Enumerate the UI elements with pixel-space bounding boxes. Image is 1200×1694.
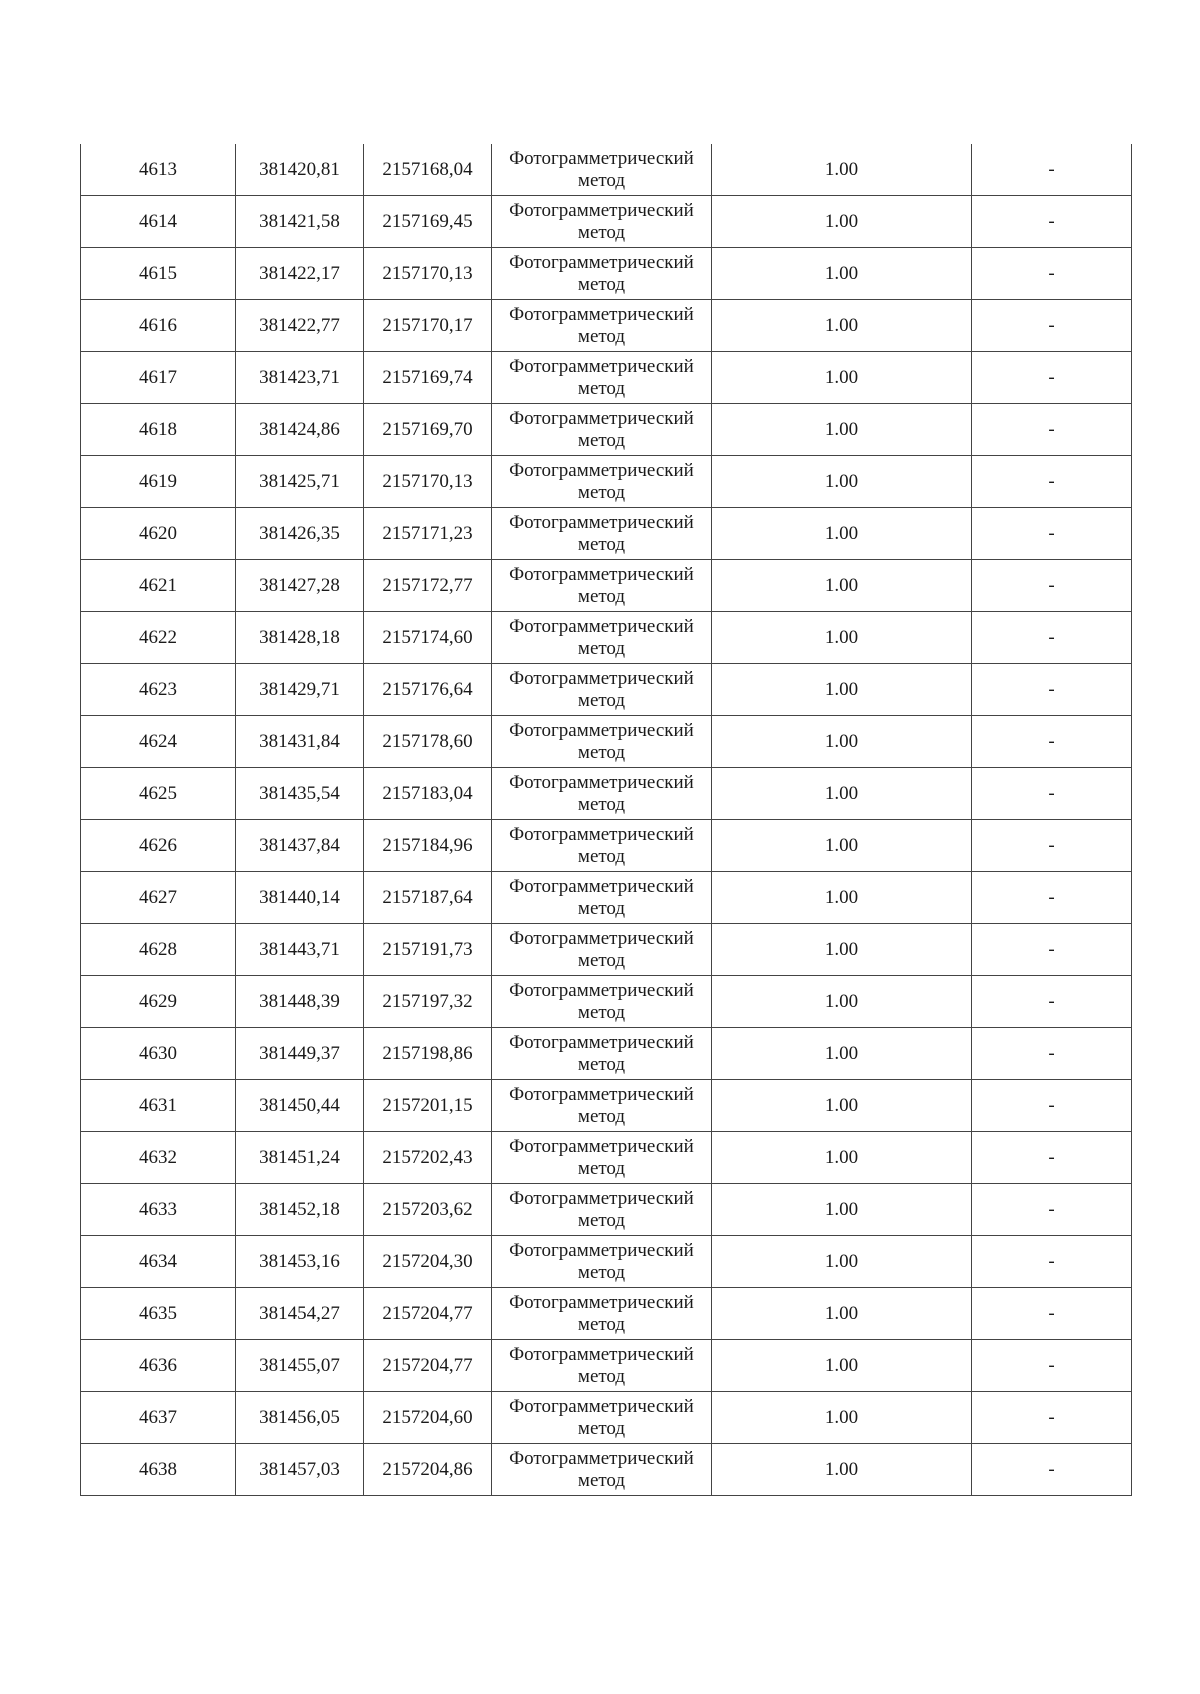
method-line-2: метод — [577, 1261, 626, 1283]
note-cell: - — [972, 820, 1132, 872]
table-row — [81, 1444, 1132, 1496]
method-cell — [492, 1340, 712, 1392]
method-cell — [492, 768, 712, 820]
point-number-cell: 4614 — [81, 196, 236, 248]
method-line-2: метод — [577, 221, 626, 243]
y-coordinate-cell: 2157169,70 — [364, 404, 492, 456]
method-cell — [492, 456, 712, 508]
x-coordinate-cell: 381426,35 — [236, 508, 364, 560]
y-coordinate-cell: 2157187,64 — [364, 872, 492, 924]
method-cell — [492, 924, 712, 976]
note-cell: - — [972, 612, 1132, 664]
accuracy-cell: 1.00 — [712, 664, 972, 716]
method-line-2: метод — [577, 1157, 626, 1179]
method-line-1: Фотограмметрический — [509, 719, 694, 741]
point-number-cell: 4631 — [81, 1080, 236, 1132]
x-coordinate-cell: 381421,58 — [236, 196, 364, 248]
note-cell: - — [972, 196, 1132, 248]
accuracy-cell: 1.00 — [712, 768, 972, 820]
table-row — [81, 144, 1132, 196]
accuracy-cell: 1.00 — [712, 144, 972, 196]
table-row — [81, 1080, 1132, 1132]
method-cell — [492, 248, 712, 300]
x-coordinate-cell: 381454,27 — [236, 1288, 364, 1340]
point-number-cell: 4619 — [81, 456, 236, 508]
method-line-2: метод — [577, 169, 626, 191]
y-coordinate-cell: 2157184,96 — [364, 820, 492, 872]
y-coordinate-cell: 2157204,77 — [364, 1340, 492, 1392]
point-number-cell: 4635 — [81, 1288, 236, 1340]
note-cell: - — [972, 456, 1132, 508]
method-cell — [492, 560, 712, 612]
x-coordinate-cell: 381420,81 — [236, 144, 364, 196]
note-cell: - — [972, 716, 1132, 768]
y-coordinate-cell: 2157176,64 — [364, 664, 492, 716]
method-cell — [492, 1288, 712, 1340]
method-line-2: метод — [577, 429, 626, 451]
table-row — [81, 1392, 1132, 1444]
accuracy-cell: 1.00 — [712, 716, 972, 768]
y-coordinate-cell: 2157204,77 — [364, 1288, 492, 1340]
x-coordinate-cell: 381422,77 — [236, 300, 364, 352]
y-coordinate-cell: 2157201,15 — [364, 1080, 492, 1132]
accuracy-cell: 1.00 — [712, 1184, 972, 1236]
table-row — [81, 716, 1132, 768]
method-line-1: Фотограмметрический — [509, 1447, 694, 1469]
point-number-cell: 4615 — [81, 248, 236, 300]
method-line-2: метод — [577, 741, 626, 763]
table-row — [81, 404, 1132, 456]
x-coordinate-cell: 381453,16 — [236, 1236, 364, 1288]
method-line-2: метод — [577, 377, 626, 399]
note-cell: - — [972, 768, 1132, 820]
accuracy-cell: 1.00 — [712, 1236, 972, 1288]
note-cell: - — [972, 976, 1132, 1028]
note-cell: - — [972, 508, 1132, 560]
method-cell — [492, 1184, 712, 1236]
method-line-1: Фотограмметрический — [509, 667, 694, 689]
point-number-cell: 4625 — [81, 768, 236, 820]
x-coordinate-cell: 381456,05 — [236, 1392, 364, 1444]
accuracy-cell: 1.00 — [712, 924, 972, 976]
method-line-2: метод — [577, 689, 626, 711]
method-line-1: Фотограмметрический — [509, 563, 694, 585]
point-number-cell: 4632 — [81, 1132, 236, 1184]
table-row — [81, 664, 1132, 716]
method-cell — [492, 404, 712, 456]
y-coordinate-cell: 2157170,17 — [364, 300, 492, 352]
coordinates-table — [80, 144, 1132, 1496]
y-coordinate-cell: 2157169,74 — [364, 352, 492, 404]
table-row — [81, 300, 1132, 352]
point-number-cell: 4627 — [81, 872, 236, 924]
x-coordinate-cell: 381424,86 — [236, 404, 364, 456]
note-cell: - — [972, 872, 1132, 924]
method-line-2: метод — [577, 585, 626, 607]
y-coordinate-cell: 2157191,73 — [364, 924, 492, 976]
accuracy-cell: 1.00 — [712, 1028, 972, 1080]
method-line-2: метод — [577, 1209, 626, 1231]
note-cell: - — [972, 404, 1132, 456]
x-coordinate-cell: 381435,54 — [236, 768, 364, 820]
method-cell — [492, 300, 712, 352]
y-coordinate-cell: 2157198,86 — [364, 1028, 492, 1080]
y-coordinate-cell: 2157203,62 — [364, 1184, 492, 1236]
y-coordinate-cell: 2157202,43 — [364, 1132, 492, 1184]
note-cell: - — [972, 924, 1132, 976]
note-cell: - — [972, 1132, 1132, 1184]
method-line-2: метод — [577, 1053, 626, 1075]
method-cell — [492, 820, 712, 872]
table-row — [81, 1184, 1132, 1236]
method-line-1: Фотограмметрический — [509, 979, 694, 1001]
point-number-cell: 4629 — [81, 976, 236, 1028]
method-line-1: Фотограмметрический — [509, 1187, 694, 1209]
y-coordinate-cell: 2157172,77 — [364, 560, 492, 612]
method-line-1: Фотограмметрический — [509, 251, 694, 273]
x-coordinate-cell: 381450,44 — [236, 1080, 364, 1132]
y-coordinate-cell: 2157204,30 — [364, 1236, 492, 1288]
x-coordinate-cell: 381451,24 — [236, 1132, 364, 1184]
note-cell: - — [972, 144, 1132, 196]
table-row — [81, 1028, 1132, 1080]
point-number-cell: 4634 — [81, 1236, 236, 1288]
point-number-cell: 4630 — [81, 1028, 236, 1080]
note-cell: - — [972, 248, 1132, 300]
method-cell — [492, 1132, 712, 1184]
accuracy-cell: 1.00 — [712, 976, 972, 1028]
y-coordinate-cell: 2157170,13 — [364, 456, 492, 508]
method-line-2: метод — [577, 1105, 626, 1127]
method-line-2: метод — [577, 793, 626, 815]
note-cell: - — [972, 560, 1132, 612]
accuracy-cell: 1.00 — [712, 300, 972, 352]
table-row — [81, 872, 1132, 924]
accuracy-cell: 1.00 — [712, 1392, 972, 1444]
y-coordinate-cell: 2157204,60 — [364, 1392, 492, 1444]
method-cell — [492, 976, 712, 1028]
x-coordinate-cell: 381427,28 — [236, 560, 364, 612]
table-row — [81, 196, 1132, 248]
accuracy-cell: 1.00 — [712, 352, 972, 404]
y-coordinate-cell: 2157171,23 — [364, 508, 492, 560]
point-number-cell: 4638 — [81, 1444, 236, 1496]
x-coordinate-cell: 381429,71 — [236, 664, 364, 716]
method-line-1: Фотограмметрический — [509, 1343, 694, 1365]
method-line-2: метод — [577, 273, 626, 295]
accuracy-cell: 1.00 — [712, 456, 972, 508]
method-line-1: Фотограмметрический — [509, 355, 694, 377]
method-line-2: метод — [577, 1313, 626, 1335]
point-number-cell: 4618 — [81, 404, 236, 456]
method-line-1: Фотограмметрический — [509, 459, 694, 481]
x-coordinate-cell: 381449,37 — [236, 1028, 364, 1080]
method-line-2: метод — [577, 1365, 626, 1387]
method-line-1: Фотограмметрический — [509, 1291, 694, 1313]
method-line-1: Фотограмметрический — [509, 1395, 694, 1417]
method-line-2: метод — [577, 325, 626, 347]
point-number-cell: 4624 — [81, 716, 236, 768]
note-cell: - — [972, 1236, 1132, 1288]
table-row — [81, 248, 1132, 300]
table-row — [81, 612, 1132, 664]
method-line-1: Фотограмметрический — [509, 303, 694, 325]
method-cell — [492, 1392, 712, 1444]
x-coordinate-cell: 381443,71 — [236, 924, 364, 976]
table-row — [81, 1288, 1132, 1340]
table-row — [81, 1132, 1132, 1184]
point-number-cell: 4621 — [81, 560, 236, 612]
point-number-cell: 4633 — [81, 1184, 236, 1236]
accuracy-cell: 1.00 — [712, 404, 972, 456]
method-cell — [492, 664, 712, 716]
note-cell: - — [972, 1028, 1132, 1080]
y-coordinate-cell: 2157197,32 — [364, 976, 492, 1028]
table-row — [81, 768, 1132, 820]
accuracy-cell: 1.00 — [712, 1444, 972, 1496]
table-row — [81, 924, 1132, 976]
method-line-1: Фотограмметрический — [509, 771, 694, 793]
x-coordinate-cell: 381440,14 — [236, 872, 364, 924]
point-number-cell: 4636 — [81, 1340, 236, 1392]
method-line-2: метод — [577, 481, 626, 503]
point-number-cell: 4613 — [81, 144, 236, 196]
method-line-1: Фотограмметрический — [509, 1135, 694, 1157]
note-cell: - — [972, 1184, 1132, 1236]
note-cell: - — [972, 1080, 1132, 1132]
method-cell — [492, 1444, 712, 1496]
y-coordinate-cell: 2157204,86 — [364, 1444, 492, 1496]
method-cell — [492, 352, 712, 404]
method-line-1: Фотограмметрический — [509, 1031, 694, 1053]
y-coordinate-cell: 2157170,13 — [364, 248, 492, 300]
x-coordinate-cell: 381428,18 — [236, 612, 364, 664]
method-line-1: Фотограмметрический — [509, 407, 694, 429]
method-line-2: метод — [577, 637, 626, 659]
note-cell: - — [972, 352, 1132, 404]
coordinates-table-body — [81, 144, 1132, 1496]
accuracy-cell: 1.00 — [712, 1132, 972, 1184]
x-coordinate-cell: 381423,71 — [236, 352, 364, 404]
method-line-2: метод — [577, 897, 626, 919]
x-coordinate-cell: 381437,84 — [236, 820, 364, 872]
table-row — [81, 456, 1132, 508]
method-cell — [492, 1080, 712, 1132]
method-cell — [492, 1236, 712, 1288]
note-cell: - — [972, 1444, 1132, 1496]
point-number-cell: 4626 — [81, 820, 236, 872]
method-cell — [492, 612, 712, 664]
point-number-cell: 4628 — [81, 924, 236, 976]
method-cell — [492, 716, 712, 768]
x-coordinate-cell: 381448,39 — [236, 976, 364, 1028]
note-cell: - — [972, 664, 1132, 716]
point-number-cell: 4637 — [81, 1392, 236, 1444]
table-row — [81, 1340, 1132, 1392]
accuracy-cell: 1.00 — [712, 508, 972, 560]
method-line-2: метод — [577, 1001, 626, 1023]
method-line-2: метод — [577, 949, 626, 971]
method-cell — [492, 1028, 712, 1080]
table-row — [81, 352, 1132, 404]
accuracy-cell: 1.00 — [712, 196, 972, 248]
accuracy-cell: 1.00 — [712, 248, 972, 300]
x-coordinate-cell: 381425,71 — [236, 456, 364, 508]
note-cell: - — [972, 1288, 1132, 1340]
method-line-1: Фотограмметрический — [509, 511, 694, 533]
x-coordinate-cell: 381422,17 — [236, 248, 364, 300]
y-coordinate-cell: 2157178,60 — [364, 716, 492, 768]
method-line-1: Фотограмметрический — [509, 875, 694, 897]
y-coordinate-cell: 2157168,04 — [364, 144, 492, 196]
method-line-2: метод — [577, 1417, 626, 1439]
method-cell — [492, 508, 712, 560]
y-coordinate-cell: 2157174,60 — [364, 612, 492, 664]
point-number-cell: 4616 — [81, 300, 236, 352]
point-number-cell: 4617 — [81, 352, 236, 404]
y-coordinate-cell: 2157183,04 — [364, 768, 492, 820]
accuracy-cell: 1.00 — [712, 872, 972, 924]
method-line-2: метод — [577, 533, 626, 555]
method-line-1: Фотограмметрический — [509, 1239, 694, 1261]
accuracy-cell: 1.00 — [712, 1288, 972, 1340]
point-number-cell: 4620 — [81, 508, 236, 560]
point-number-cell: 4623 — [81, 664, 236, 716]
accuracy-cell: 1.00 — [712, 560, 972, 612]
method-cell — [492, 872, 712, 924]
x-coordinate-cell: 381431,84 — [236, 716, 364, 768]
table-row — [81, 820, 1132, 872]
y-coordinate-cell: 2157169,45 — [364, 196, 492, 248]
x-coordinate-cell: 381452,18 — [236, 1184, 364, 1236]
method-line-2: метод — [577, 845, 626, 867]
accuracy-cell: 1.00 — [712, 1340, 972, 1392]
method-line-1: Фотограмметрический — [509, 927, 694, 949]
method-line-1: Фотограмметрический — [509, 1083, 694, 1105]
table-row — [81, 508, 1132, 560]
point-number-cell: 4622 — [81, 612, 236, 664]
method-line-1: Фотограмметрический — [509, 199, 694, 221]
x-coordinate-cell: 381457,03 — [236, 1444, 364, 1496]
accuracy-cell: 1.00 — [712, 612, 972, 664]
table-row — [81, 1236, 1132, 1288]
table-row — [81, 976, 1132, 1028]
table-row — [81, 560, 1132, 612]
accuracy-cell: 1.00 — [712, 820, 972, 872]
method-line-1: Фотограмметрический — [509, 147, 694, 169]
note-cell: - — [972, 300, 1132, 352]
accuracy-cell: 1.00 — [712, 1080, 972, 1132]
note-cell: - — [972, 1392, 1132, 1444]
method-line-1: Фотограмметрический — [509, 615, 694, 637]
method-line-2: метод — [577, 1469, 626, 1491]
note-cell: - — [972, 1340, 1132, 1392]
method-cell — [492, 196, 712, 248]
method-cell — [492, 144, 712, 196]
x-coordinate-cell: 381455,07 — [236, 1340, 364, 1392]
method-line-1: Фотограмметрический — [509, 823, 694, 845]
